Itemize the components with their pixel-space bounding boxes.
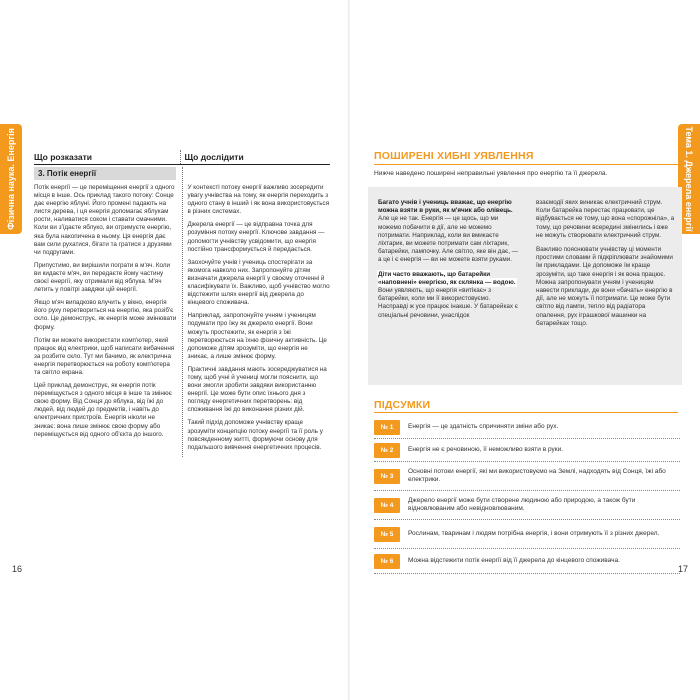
- page-number-left: 16: [12, 564, 23, 574]
- col2-header: Що дослідити: [180, 150, 331, 164]
- myth-paragraph: взаємодії яких виникає електричний струм. Коли батарейка перестає працювати, це відбувається не тому, що вона «спорожніла», а тому, що речовини всередині змінились і вже не можуть створювати електричний струм.: [536, 199, 675, 239]
- summary-badge: № 3: [374, 469, 400, 484]
- misconceptions-box: [368, 187, 682, 385]
- misconceptions-intro: Нижче наведено поширені неправильні уявлення про енергію та її джерела.: [374, 170, 608, 177]
- summary-item: [374, 549, 680, 574]
- summary-item: [374, 416, 680, 439]
- lesson-table: [34, 150, 330, 457]
- summary-text: Енергія — це здатність спричиняти зміни або рух.: [408, 422, 559, 430]
- page-number-right: 17: [677, 564, 688, 574]
- summary-rule: [374, 412, 678, 413]
- tell-paragraph: Припустимо, ви вирішили пограти в м'яч. Коли ви кидаєте м'яч, ви передаєте йому частину своєї енергії, яку отримали від яблука. М'яч летить у повітрі завдяки цій енергії.: [34, 261, 171, 294]
- tell-paragraph: Потім ви можете використати комп'ютер, який працює від електрики, щоб написати вибачення за розбите скло. Тут ми бачимо, як електрична енергія перетворюється на роботу комп'ютера та світло екрана.: [34, 336, 175, 376]
- summary-list: [374, 416, 680, 574]
- explore-paragraph: Практичні завдання мають зосереджуватися на тому, щоб учні й учениці могли пояснити, що вони змогли зробити завдяки використанню енергії. Це може бути опис їхнього дня з погляду енергетичних перетворень: від споживання їжі до виконання різних дій.: [187, 365, 327, 414]
- summary-text: Рослинам, тваринам і людям потрібна енергія, і вони отримують її з різних джерел.: [408, 529, 660, 537]
- tell-column: [34, 180, 182, 457]
- myth-explanation: Вони уявляють, що енергія «витікає» з батарейки, коли ми її використовуємо. Насправді ж усе працює інакше. У батарейках є спеціальні речовини, унаслідок: [378, 287, 518, 319]
- myth-statement: Багато учнів і учениць вважає, що енергію можна взяти в руки, як м'ячик або олівець.: [378, 199, 513, 215]
- right-chapter-tab-text: Тема 1. Джерела енергії: [684, 126, 694, 232]
- misconceptions-heading: ПОШИРЕНІ ХИБНІ УЯВЛЕННЯ: [374, 150, 534, 162]
- summary-item: [374, 520, 680, 549]
- explore-column: [182, 167, 331, 457]
- myth-paragraph: [378, 199, 518, 265]
- misconceptions-rule: [374, 164, 678, 165]
- summary-badge: № 6: [374, 554, 400, 569]
- table-header: [34, 150, 330, 165]
- myth-statement: Діти часто вважають, що батарейки «наповнені» енергією, як склянка — водою.: [378, 270, 516, 286]
- misconceptions-columns: [378, 199, 676, 334]
- col1-header: Що розказати: [34, 152, 93, 162]
- summary-badge: № 4: [374, 498, 400, 513]
- summary-badge: № 5: [374, 527, 400, 542]
- summary-badge: № 2: [374, 443, 400, 458]
- right-page: [350, 0, 700, 700]
- explore-paragraph: Такий підхід допоможе учнівству краще зрозуміти концепцію потоку енергії та її роль у повсякденному житті, формуючи основу для подальшого вивчення енергетичних процесів.: [187, 419, 323, 451]
- summary-heading: ПІДСУМКИ: [374, 399, 431, 411]
- tell-paragraph: Якщо м'яч випадково влучить у вікно, енергія його руху перетвориться на енергію, яка розіб'є скло. Це демонструє, як енергія може змінювати форму.: [34, 299, 177, 331]
- misconceptions-col-2: [536, 199, 676, 334]
- explore-paragraph: У контексті потоку енергії важливо зосередити увагу учнівства на тому, як енергія переходить з одного стану в інший і як вона використовується в різних системах.: [187, 184, 330, 216]
- tell-paragraph: Цей приклад демонструє, як енергія потік переміщується з одного місця в інше та змінює свою форму. Від Сонця до яблука, від їжі до людей, від людей до предметів, і навіть до електричних пристроїв. Енергія ніколи не зникає: вона лише змінює свою форму або переміщується від одного об'єкта до іншого.: [34, 382, 172, 438]
- summary-text: Можна відстежити потік енергії від її джерела до кінцевого споживача.: [408, 556, 620, 564]
- myth-paragraph: [378, 271, 518, 320]
- summary-item: [374, 462, 680, 491]
- summary-item: [374, 491, 680, 520]
- left-chapter-tab-text: Фізична наука. Енергія: [6, 128, 16, 230]
- summary-text: Енергія не є речовиною, її неможливо взяти в руки.: [408, 445, 564, 453]
- summary-text: Основні потоки енергії, які ми використовуємо на Землі, надходять від Сонця, їжі або електрики.: [408, 467, 666, 483]
- tell-paragraph: Потік енергії — це переміщення енергії з одного місця в інше. Ось приклад такого потоку: Сонце дає енергію яблуні. Його промені падають на листя дерева, і ця енергія допомагає яблукам рости, наливатися соком і ставати смачними. Коли ви з'їдаєте яблуко, ви отримуєте енергію, яка була накопичена в ньому. Ця енергія дає вам сили рухатися, бігати та гратися з друзями чи подругами.: [34, 184, 175, 256]
- misconceptions-col-1: [378, 199, 518, 334]
- summary-text: Джерело енергії може бути створене людиною або природою, а також бути відновлюваним або невідновлюваним.: [408, 496, 636, 512]
- left-chapter-tab: [0, 124, 22, 234]
- explore-paragraph: Заохочуйте учнів і учениць спостерігати за якомога навколо них. Запропонуйте дітям визначати джерела енергії у своєму оточенні й класифікувати їх. Важливо, щоб учнівство могло відстежити шлях енергії від джерела до кінцевого споживача.: [187, 258, 330, 307]
- table-columns: [34, 180, 330, 457]
- section-title: 3. Потік енергії: [34, 167, 176, 180]
- summary-item: [374, 439, 680, 462]
- explore-paragraph: Наприклад, запропонуйте учням і ученицям подумати про їжу як джерело енергії. Вони можуть простежити, як енергія з їжі перетворюється на їхню фізичну активність. Це допоможе дітям зрозуміти, що енергія не зникає, а лише змінює форму.: [187, 312, 327, 360]
- explore-paragraph: Джерела енергії — це відправна точка для розуміння потоку енергії. Ключове завдання — допомогти учнівству усвідомити, що енергія постійно трансформується й передається.: [187, 221, 325, 253]
- myth-explanation: Але це не так. Енергія — це щось, що ми можемо побачити в дії, але не можемо потримати. Наприклад, коли ви вмикаєте ліхтарик, ви можете потримати сам ліхтарик, батарейки, лампочку. Але світло, яке він дає, — а це і є енергія — ви не можете взяти руками.: [378, 215, 518, 264]
- myth-paragraph: Важливо пояснювати учнівству ці моменти простими словами й підкріплювати знайомими їм прикладами. Це допоможе їм краще зрозуміти, що таке енергія і як вона працює. Можна запропонувати учням і ученицям навести приклади, де вони «бачать» енергію в дії, але не можуть її потримати. Це може бути світло від лампи, тепло від радіатора опалення, рух іграшкової машинки на батарейках тощо.: [536, 246, 673, 327]
- summary-badge: № 1: [374, 420, 400, 435]
